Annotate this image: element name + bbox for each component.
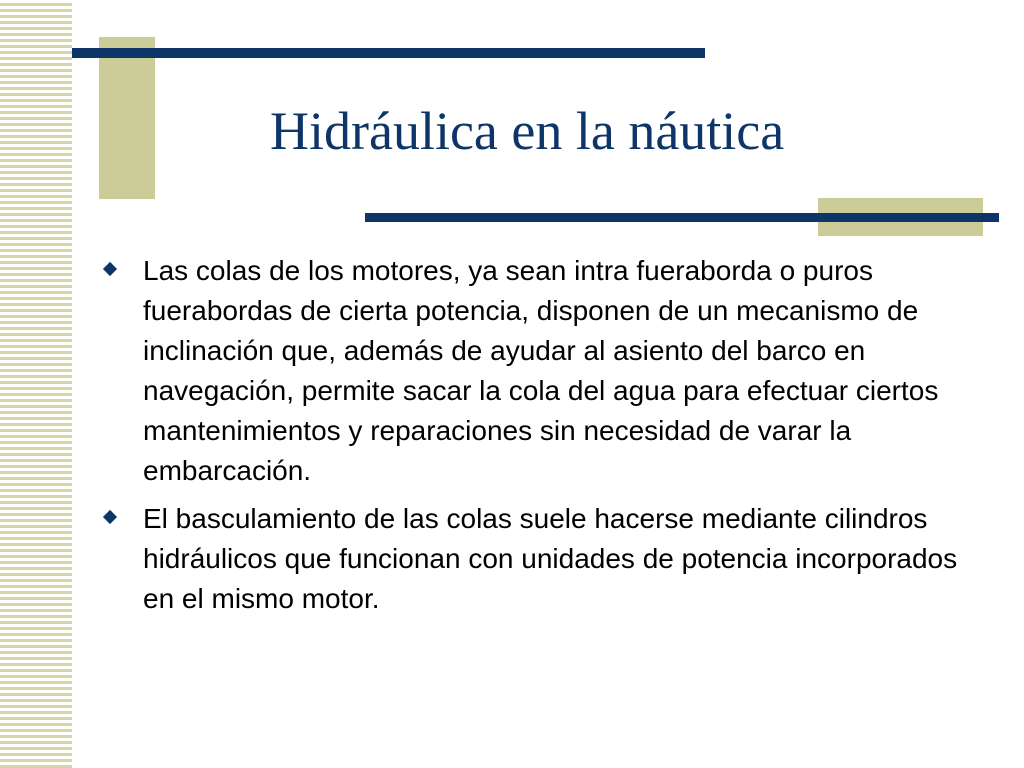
decorative-stripes [0,0,72,768]
diamond-bullet-icon [103,262,117,276]
slide-title: Hidráulica en la náutica [270,101,785,161]
diamond-bullet-icon [103,510,117,524]
decorative-navy-line-bottom [365,213,999,222]
bullet-list [105,251,985,627]
bullet-item [105,251,985,491]
decorative-tan-block-left [99,37,155,199]
bullet-item [105,499,985,619]
bullet-text: Las colas de los motores, ya sean intra fueraborda o puros fuerabordas de cierta potencia, disponen de un mecanismo de inclinación que, además de ayudar al asiento del barco en navegación, permite sacar la cola del agua para efectuar ciertos mantenimientos y reparaciones sin necesidad de varar la embarcación. [143,255,939,486]
bullet-text: El basculamiento de las colas suele hacerse mediante cilindros hidráulicos que funcionan con unidades de potencia incorporados en el mismo motor. [143,503,958,614]
decorative-navy-line-top [72,48,705,58]
